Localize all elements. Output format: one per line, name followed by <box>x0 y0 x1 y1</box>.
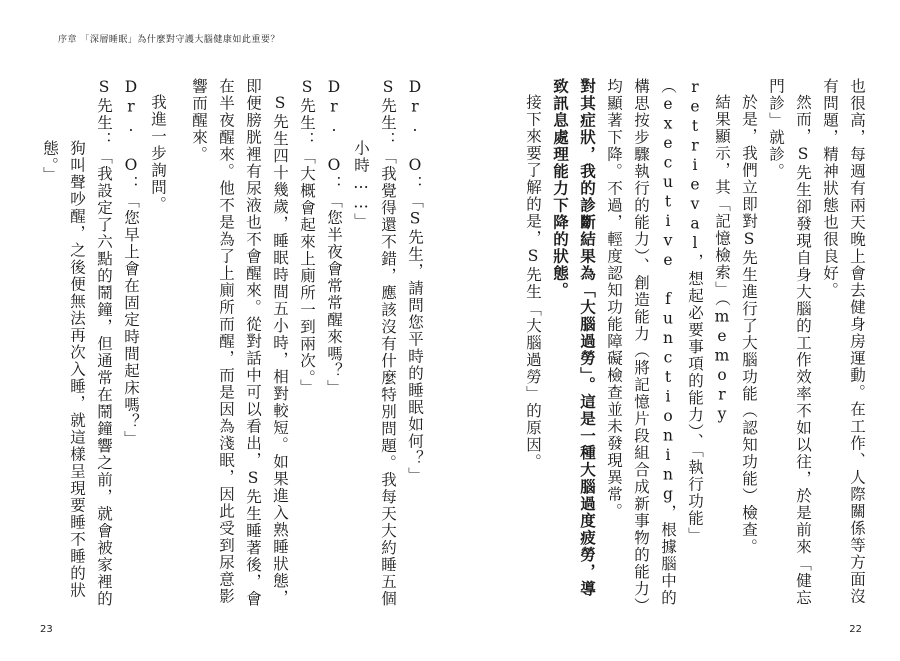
dialog-text: ：「您半夜會常常醒來嗎？」 <box>325 175 343 397</box>
dialog-text: ：「大概會起來上廁所一到兩次。」 <box>298 131 316 396</box>
paragraph-test-results: 結果顯示，其「記憶檢索」（memory retrieval，想起必要事項的能力）、「執行功能」（executive functioning，根據腦中的構思按步驟執行的能力）、創造能力（將記憶片段組合成新事物的能力）均顯著下降。不過，輕度認知功能障礙檢查並未發現異常。 <box>605 78 731 607</box>
paragraph-sleep-analysis: S先生四十幾歲，睡眠時間五小時，相對較短。如果進入熟睡狀態，即便膀胱裡有尿液也不會醒來。從對話中可以看出，S先生睡著後，會在半夜醒來。他不是為了上廁所而醒，而是因為淺眠，因此受到尿意影響而醒來。 <box>190 78 289 608</box>
dialog-line <box>320 78 347 608</box>
paragraph-fitness: 也很高，每週有兩天晚上會去健身房運動。在工作、人際關係等方面沒有問題，精神狀態也很良好。 <box>821 78 866 605</box>
paragraph-diagnosis: 對其症狀，我的診斷結果為「大腦過勞」。這是一種大腦過度疲勞，導致訊息處理能力下降的狀態。 <box>551 78 596 598</box>
page-number-left: 23 <box>40 624 53 635</box>
paragraph-cause-intro: 接下來要了解的是，S先生「大腦過勞」的原因。 <box>524 93 542 470</box>
dialog-line <box>401 78 428 608</box>
dialog-text: ：「S先生，請問您平時的睡眠如何？」 <box>406 175 424 484</box>
paragraph-further-question: 我進一步詢問。 <box>149 93 167 213</box>
dialog-line <box>293 78 320 608</box>
dialog-line <box>117 78 144 608</box>
right-page-body <box>510 78 870 608</box>
left-page-body <box>41 78 428 608</box>
dialog-text: ：「我覺得還不錯，應該沒有什麼特別問題。我每天大約睡五個小時……」 <box>352 131 397 608</box>
right-page <box>450 0 900 661</box>
dialog-speaker: S先生 <box>95 78 113 132</box>
dialog-speaker: Dr. O <box>406 78 424 176</box>
page-number-right: 22 <box>849 624 862 635</box>
dialog-speaker: Dr. O <box>325 78 343 176</box>
dialog-speaker: Dr. O <box>122 78 140 176</box>
dialog-speaker: S先生 <box>298 78 316 132</box>
dialog-text: ：「您早上會在固定時間起床嗎？」 <box>122 175 140 448</box>
dialog-text: ：「我設定了六點的鬧鐘，但通常在鬧鐘響之前，就會被家裡的狗叫聲吵醒，之後便無法再次入睡，就這樣呈現要睡不睡的狀態。」 <box>41 131 113 608</box>
dialog-speaker: S先生 <box>379 78 397 132</box>
dialog-line <box>347 78 401 608</box>
paragraph-memory-clinic: 然而，S先生卻發現自身大腦的工作效率不如以往，於是前來「健忘門診」就診。 <box>767 78 812 606</box>
dialog-line <box>36 78 117 608</box>
running-head: 序章 「深層睡眠」為什麼對守護大腦健康如此重要？ <box>58 35 280 45</box>
paragraph-brain-test: 於是，我們立即對S先生進行了大腦功能（認知功能）檢查。 <box>740 93 758 555</box>
